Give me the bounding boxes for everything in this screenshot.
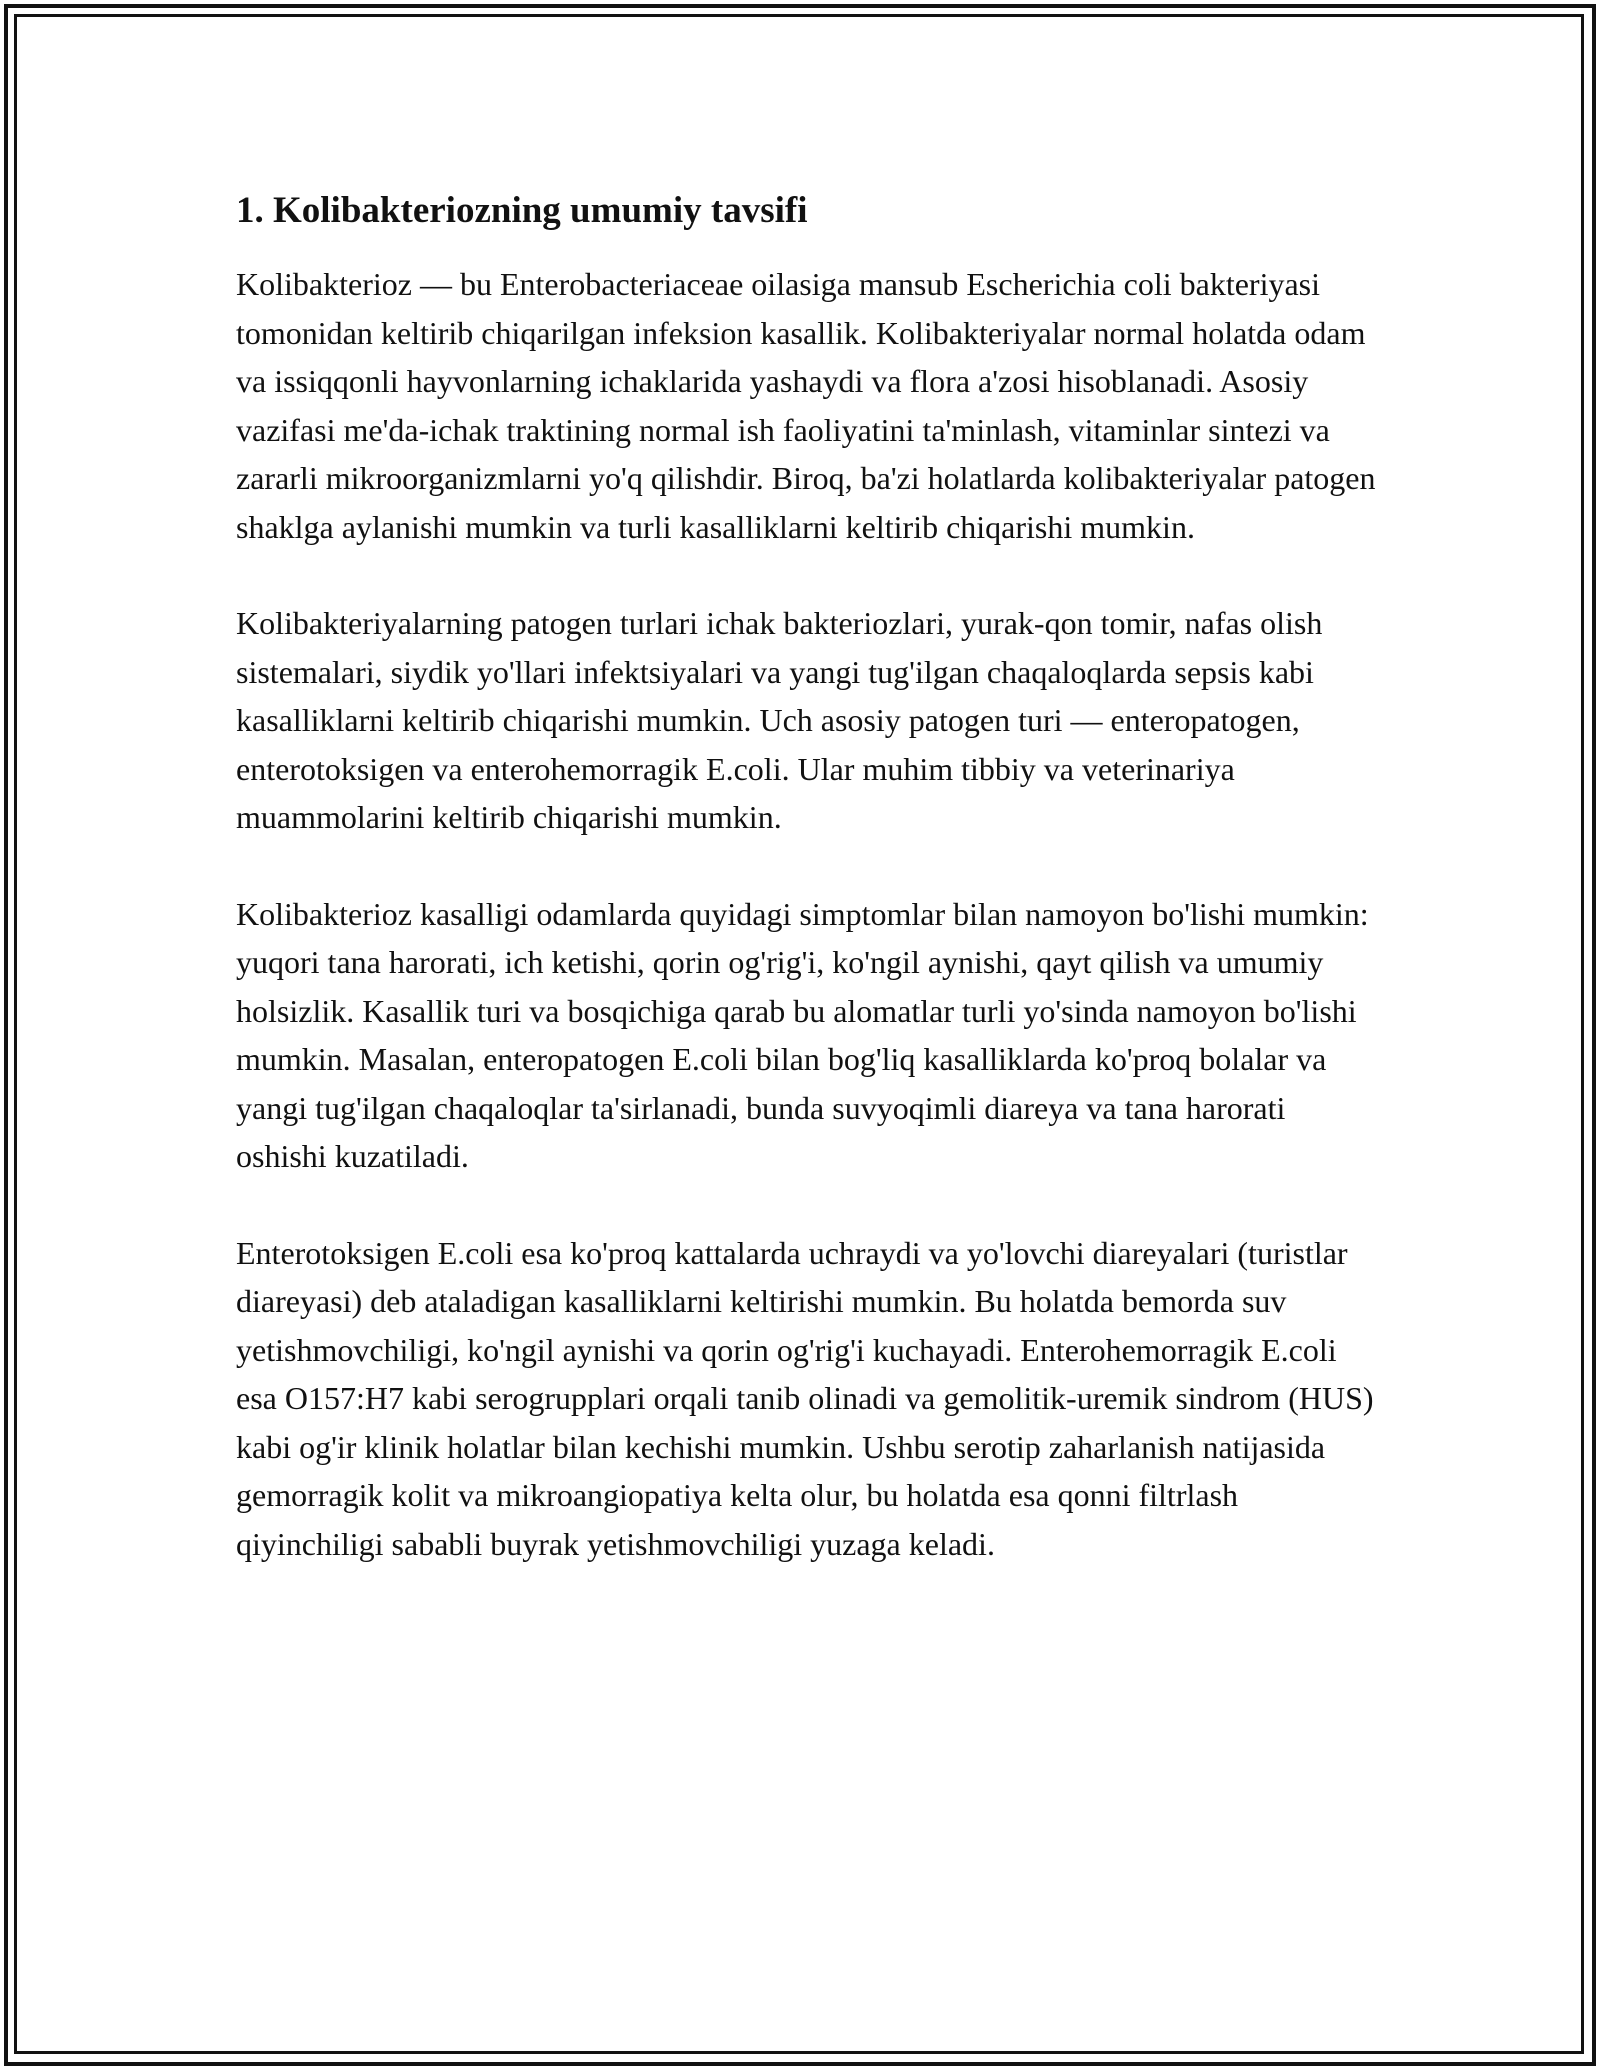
paragraph-1: Kolibakterioz — bu Enterobacteriaceae oilasiga mansub Escherichia coli bakteriyasi tomonidan keltirib chiqarilgan infeksion kasallik. Kolibakteriyalar normal holatda odam va issiqqonli hayvonlarning ichaklarida yashaydi va flora a'zosi hisoblanadi. Asosiy vazifasi me'da-ichak traktining normal ish faoliyatini ta'minlash, vitaminlar sintezi va zararli mikroorganizmlarni yo'q qilishdir. Biroq, ba'zi holatlarda kolibakteriyalar patogen shaklga aylanishi mumkin va turli kasalliklarni keltirib chiqarishi mumkin. [236,266,1376,545]
document-body [236,186,1376,1616]
section-heading: 1. Kolibakteriozning umumiy tavsifi [236,190,808,231]
paragraph-3: Kolibakterioz kasalligi odamlarda quyidagi simptomlar bilan namoyon bo'lishi mumkin: yuqori tana harorati, ich ketishi, qorin og'rig'i, ko'ngil aynishi, qayt qilish va umumiy holsizlik. Kasallik turi va bosqichiga qarab bu alomatlar turli yo'sinda namoyon bo'lishi mumkin. Masalan, enteropatogen E.coli bilan bog'liq kasalliklarda ko'proq bolalar va yangi tug'ilgan chaqaloqlar ta'sirlanadi, bunda suvyoqimli diareya va tana harorati oshishi kuzatiladi. [236,895,1369,1174]
paragraph-2: Kolibakteriyalarning patogen turlari ichak bakteriozlari, yurak-qon tomir, nafas olish sistemalari, siydik yo'llari infektsiyalari va yangi tug'ilgan chaqaloqlarda sepsis kabi kasalliklarni keltirib chiqarishi mumkin. Uch asosiy patogen turi — enteropatogen, enterotoksigen va enterohemorragik E.coli. Ular muhim tibbiy va veterinariya muammolarini keltirib chiqarishi mumkin. [236,605,1323,835]
paragraph-4: Enterotoksigen E.coli esa ko'proq kattalarda uchraydi va yo'lovchi diareyalari (turistlar diareyasi) deb ataladigan kasalliklarni keltirishi mumkin. Bu holatda bemorda suv yetishmovchiligi, ko'ngil aynishi va qorin og'rig'i kuchayadi. Enterohemorragik E.coli esa O157:H7 kabi serogrupplari orqali tanib olinadi va gemolitik-uremik sindrom (HUS) kabi og'ir klinik holatlar bilan kechishi mumkin. Ushbu serotip zaharlanish natijasida gemorragik kolit va mikroangiopatiya kelta olur, bu holatda esa qonni filtrlash qiyinchiligi sababli buyrak yetishmovchiligi yuzaga keladi. [236,1234,1374,1562]
